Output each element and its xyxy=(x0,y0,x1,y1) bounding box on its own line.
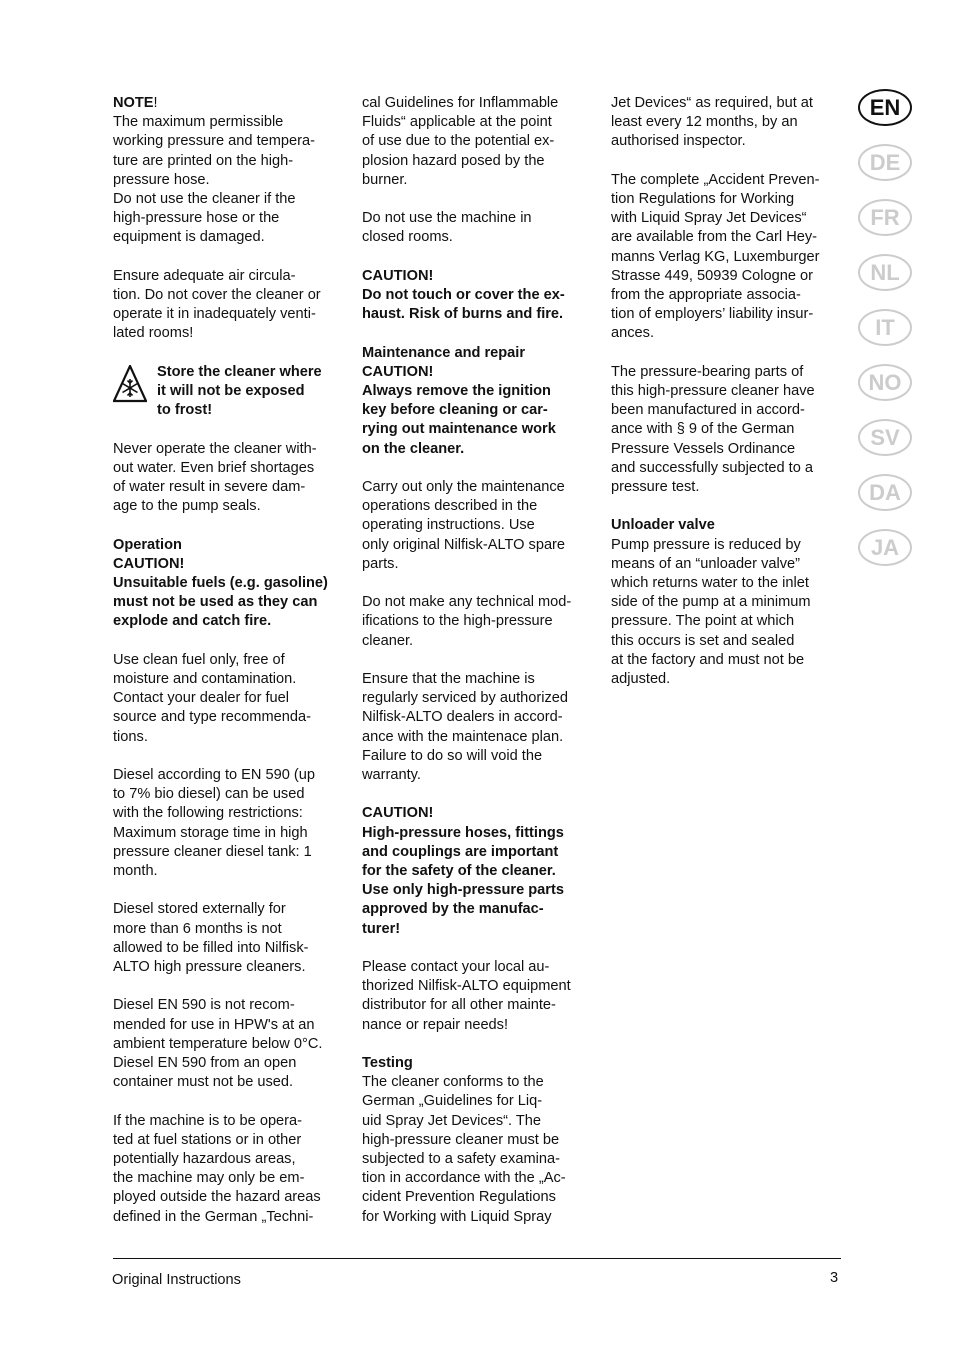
text-line: The maximum permissible xyxy=(113,114,284,131)
text-line: means of an “unloader valve” xyxy=(611,555,801,572)
text-line: only original Nilfisk-ALTO spare xyxy=(362,536,566,553)
language-tab-de[interactable]: DE xyxy=(858,144,912,181)
text-line: cleaner. xyxy=(362,632,414,649)
text-line: pressure test. xyxy=(611,479,700,496)
text-line: Use only high-pressure parts xyxy=(362,882,564,899)
text-line: turer! xyxy=(362,920,401,937)
language-tab-sv[interactable]: SV xyxy=(858,419,912,456)
language-tab-fr[interactable]: FR xyxy=(858,199,912,236)
frost-warning-text xyxy=(157,363,322,421)
text-line: source and type recommenda- xyxy=(113,709,311,726)
text-line: Please contact your local au- xyxy=(362,959,550,976)
text-line: defined in the German „Techni- xyxy=(113,1208,314,1225)
text-line: The complete „Accident Preven- xyxy=(611,171,820,188)
text-line: cal Guidelines for Inflammable xyxy=(362,95,559,111)
text-line: working pressure and tempera- xyxy=(113,133,315,150)
text-line: least every 12 months, by an xyxy=(611,114,798,131)
text-line: Pump pressure is reduced by xyxy=(611,536,801,553)
text-line: rying out maintenance work xyxy=(362,421,556,438)
text-line: the machine may only be em- xyxy=(113,1170,305,1187)
contact-text xyxy=(362,958,597,1035)
regulations-text xyxy=(611,171,846,344)
text-line: thorized Nilfisk-ALTO equipment xyxy=(362,978,571,995)
text-line: mended for use in HPW's at an xyxy=(113,1016,315,1033)
closed-rooms-text xyxy=(362,209,597,247)
text-line: on the cleaner. xyxy=(362,440,465,457)
text-line: ance with the maintenace plan. xyxy=(362,728,564,745)
text-line: explode and catch fire. xyxy=(113,613,272,630)
text-line: uid Spray Jet Devices“. The xyxy=(362,1112,541,1129)
hoses-caution: CAUTION! High-pressure hoses, fittings and couplings are important for the safety of the cleaner. Use only high-pressure parts approved by the manufac- turer! xyxy=(362,804,597,938)
text-line: pressure. The point at which xyxy=(611,613,795,630)
column-2 xyxy=(362,94,597,1246)
text-line: closed rooms. xyxy=(362,229,453,246)
text-line: Carry out only the maintenance xyxy=(362,479,565,495)
text-line: potentially hazardous areas, xyxy=(113,1151,296,1168)
text-line: Maximum storage time in high xyxy=(113,824,308,841)
text-line: ture are printed on the high- xyxy=(113,152,294,169)
text-line: Ensure adequate air circula- xyxy=(113,267,296,284)
text-line: authorised inspector. xyxy=(611,133,746,150)
text-line: tion of employers’ liability insur- xyxy=(611,306,814,323)
testing-block xyxy=(362,1054,597,1227)
service-text xyxy=(362,670,597,785)
text-line: High-pressure hoses, fittings xyxy=(362,824,564,841)
diesel-en590-text xyxy=(113,996,348,1092)
text-line: and successfully subjected to a xyxy=(611,459,813,476)
text-line: adjusted. xyxy=(611,671,671,688)
text-line: ambient temperature below 0°C. xyxy=(113,1035,323,1052)
text-line: of use due to the potential ex- xyxy=(362,133,555,150)
text-line: and couplings are important xyxy=(362,843,559,860)
text-line: subjected to a safety examina- xyxy=(362,1151,560,1168)
note-label: NOTE xyxy=(113,95,154,111)
operation-block xyxy=(113,536,348,632)
text-line: The pressure-bearing parts of xyxy=(611,363,804,380)
text-line: with the following restrictions: xyxy=(113,805,303,822)
exhaust-caution: CAUTION! Do not touch or cover the ex- haust. Risk of burns and fire. xyxy=(362,267,597,325)
text-line: it will not be exposed xyxy=(157,383,305,400)
text-line: for the safety of the cleaner. xyxy=(362,863,556,880)
text-line: Contact your dealer for fuel xyxy=(113,690,290,707)
text-line: Failure to do so will void the xyxy=(362,747,543,764)
fuel-warning xyxy=(113,574,348,632)
modifications-text xyxy=(362,593,597,651)
text-line: which returns water to the inlet xyxy=(611,575,809,592)
text-line: Do not make any technical mod- xyxy=(362,594,572,611)
text-line: Diesel according to EN 590 (up xyxy=(113,767,315,783)
text-line: Store the cleaner where xyxy=(157,363,322,380)
diesel-text xyxy=(113,766,348,881)
language-tab-it[interactable]: IT xyxy=(858,309,912,346)
text-line: moisture and contamination. xyxy=(113,671,297,687)
text-line: German „Guidelines for Liq- xyxy=(362,1093,543,1110)
operation-caution: CAUTION! xyxy=(113,555,185,572)
text-line: lated rooms! xyxy=(113,325,194,342)
text-line: plosion hazard posed by the xyxy=(362,152,545,169)
maintenance-operations-text xyxy=(362,478,597,574)
note-block: NOTE! The maximum permissible working pressure and tempera- ture are printed on the high- pressure hose. Do not use the cleaner if the high-pressure hose or the equipment is damaged. xyxy=(113,94,348,248)
text-line: pressure hose. xyxy=(113,171,210,188)
unloader-block xyxy=(611,516,846,689)
water-text xyxy=(113,440,348,517)
text-line: month. xyxy=(113,863,158,880)
testing-heading: Testing xyxy=(362,1055,413,1072)
text-line: operate it in inadequately venti- xyxy=(113,306,316,323)
text-line: to frost! xyxy=(157,402,213,419)
text-line: tions. xyxy=(113,728,148,745)
text-line: been manufactured in accord- xyxy=(611,402,805,419)
maintenance-heading: Maintenance and repair xyxy=(362,344,526,361)
language-tab-da[interactable]: DA xyxy=(858,474,912,511)
fuel-station-text xyxy=(113,1112,348,1227)
text-line: approved by the manufac- xyxy=(362,901,544,918)
text-line: nance or repair needs! xyxy=(362,1016,509,1033)
text-line: Do not touch or cover the ex- xyxy=(362,287,565,303)
text-line: Ensure that the machine is xyxy=(362,671,535,687)
text-line: ifications to the high-pressure xyxy=(362,613,553,630)
text-line: warranty. xyxy=(362,767,421,784)
text-line: Pressure Vessels Ordinance xyxy=(611,440,796,457)
text-line: at the factory and must not be xyxy=(611,651,805,668)
text-line: pressure cleaner diesel tank: 1 xyxy=(113,843,312,860)
technical-guidelines-text xyxy=(362,94,597,190)
text-line: manns Verlag KG, Luxemburger xyxy=(611,248,820,265)
text-line: side of the pump at a minimum xyxy=(611,594,811,611)
text-line: with Liquid Spray Jet Devices“ xyxy=(611,210,807,227)
jet-devices-text xyxy=(611,94,846,152)
footer-title: Original Instructions xyxy=(112,1272,241,1288)
text-line: Do not use the machine in xyxy=(362,210,532,227)
text-line: distributor for all other mainte- xyxy=(362,997,556,1014)
text-line: Strasse 449, 50939 Cologne or xyxy=(611,267,814,284)
text-line: to 7% bio diesel) can be used xyxy=(113,786,305,803)
text-line: for Working with Liquid Spray xyxy=(362,1208,552,1225)
text-line: tion. Do not cover the cleaner or xyxy=(113,287,321,304)
warning-triangle-icon xyxy=(113,365,147,403)
text-line: Do not use the cleaner if the xyxy=(113,191,296,208)
text-line: this high-pressure cleaner have xyxy=(611,383,815,400)
text-line: ALTO high pressure cleaners. xyxy=(113,959,306,976)
text-line: operations described in the xyxy=(362,498,538,515)
text-line: haust. Risk of burns and fire. xyxy=(362,306,564,323)
frost-warning xyxy=(113,363,348,421)
language-tab-nl[interactable]: NL xyxy=(858,254,912,291)
text-line: Diesel EN 590 from an open xyxy=(113,1055,297,1072)
text-line: age to the pump seals. xyxy=(113,498,261,515)
column-3 xyxy=(611,94,846,708)
text-line: must not be used as they can xyxy=(113,594,318,611)
text-line: The cleaner conforms to the xyxy=(362,1074,544,1091)
operation-heading: Operation xyxy=(113,536,182,553)
air-circulation-text xyxy=(113,267,348,344)
text-line: out water. Even brief shortages xyxy=(113,459,315,476)
text-line: key before cleaning or car- xyxy=(362,402,548,419)
text-line: equipment is damaged. xyxy=(113,229,265,246)
text-line: Diesel EN 590 is not recom- xyxy=(113,997,295,1014)
pressure-parts-text xyxy=(611,363,846,497)
language-tab-ja[interactable]: JA xyxy=(858,529,912,566)
text-line: Use clean fuel only, free of xyxy=(113,651,285,668)
language-selector xyxy=(858,89,912,584)
text-line: Never operate the cleaner with- xyxy=(113,440,317,457)
text-line: tion in accordance with the „Ac- xyxy=(362,1170,566,1187)
unloader-heading: Unloader valve xyxy=(611,517,715,534)
text-line: container must not be used. xyxy=(113,1074,294,1091)
text-line: regularly serviced by authorized xyxy=(362,690,569,707)
text-line: Nilfisk-ALTO dealers in accord- xyxy=(362,709,563,726)
text-line: ted at fuel stations or in other xyxy=(113,1131,302,1148)
text-line: tion Regulations for Working xyxy=(611,191,795,207)
text-line: high-pressure hose or the xyxy=(113,210,280,227)
text-line: allowed to be filled into Nilfisk- xyxy=(113,939,309,956)
text-line: of water result in severe dam- xyxy=(113,479,306,495)
text-line: Always remove the ignition xyxy=(362,383,551,399)
text-line: more than 6 months is not xyxy=(113,920,282,937)
note-text xyxy=(113,113,348,247)
text-line: from the appropriate associa- xyxy=(611,287,801,304)
maintenance-block: Maintenance and repair CAUTION! Always remove the ignition key before cleaning or car- rying out maintenance work on the cleaner. xyxy=(362,344,597,459)
language-tab-en[interactable]: EN xyxy=(858,89,912,126)
text-line: high-pressure cleaner must be xyxy=(362,1131,560,1148)
text-line: this occurs is set and sealed xyxy=(611,632,795,649)
text-line: Jet Devices“ as required, but at xyxy=(611,95,813,111)
text-line: ance with § 9 of the German xyxy=(611,421,795,438)
text-line: Fluids“ applicable at the point xyxy=(362,114,552,131)
text-line: Unsuitable fuels (e.g. gasoline) xyxy=(113,575,328,591)
diesel-stored-text xyxy=(113,900,348,977)
text-line: operating instructions. Use xyxy=(362,517,535,534)
text-line: ances. xyxy=(611,325,654,342)
page-number: 3 xyxy=(830,1270,839,1286)
column-1 xyxy=(113,94,348,1246)
text-line: If the machine is to be opera- xyxy=(113,1112,303,1129)
text-line: ployed outside the hazard areas xyxy=(113,1189,321,1206)
text-line: are available from the Carl Hey- xyxy=(611,229,818,246)
text-line: burner. xyxy=(362,171,408,188)
text-line: cident Prevention Regulations xyxy=(362,1189,556,1206)
text-line: Diesel stored externally for xyxy=(113,901,286,918)
language-tab-no[interactable]: NO xyxy=(858,364,912,401)
clean-fuel-text xyxy=(113,651,348,747)
text-line: parts. xyxy=(362,555,399,572)
footer-divider xyxy=(113,1258,841,1259)
